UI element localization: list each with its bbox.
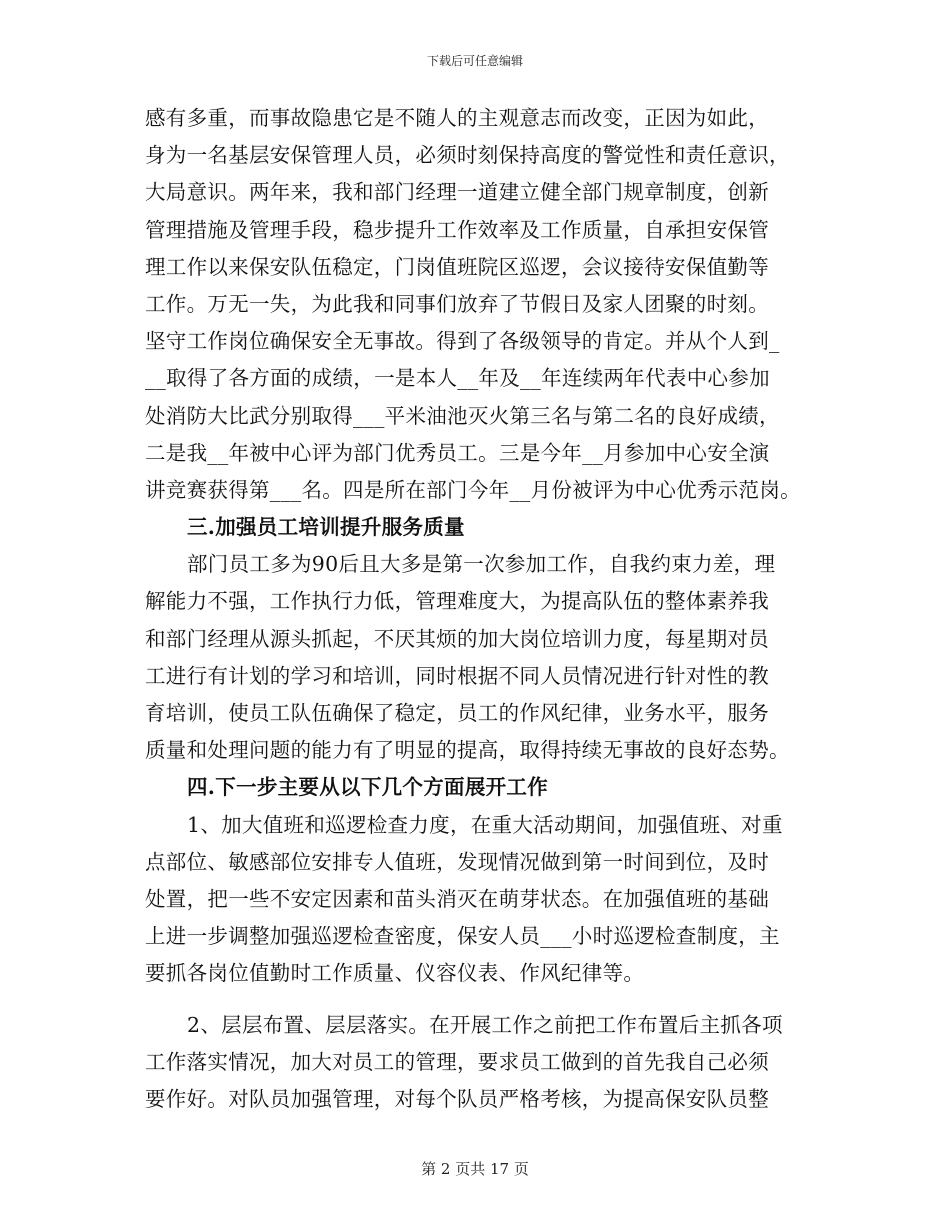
text-line: 工作落实情况，加大对员工的管理，要求员工做到的首先我自己必须 [145, 1049, 769, 1074]
text-line: 工进行有计划的学习和培训，同时根据不同人员情况进行针对性的教 [145, 663, 769, 688]
text-line: 坚守工作岗位确保安全无事故。得到了各级领导的肯定。并从个人到_ [145, 329, 780, 354]
text-line: __取得了各方面的成绩，一是本人__年及__年连续两年代表中心参加 [145, 366, 770, 391]
text-line: 上进一步调整加强巡逻检查密度，保安人员___小时巡逻检查制度，主 [145, 924, 780, 949]
text-line: 质量和处理问题的能力有了明显的提高，取得持续无事故的良好态势。 [145, 738, 790, 763]
page-header: 下载后可任意编辑 [426, 54, 523, 68]
page-footer: 第 2 页共 17 页 [421, 1160, 529, 1178]
text-line: 理工作以来保安队伍稳定，门岗值班院区巡逻，会议接待安保值勤等 [145, 254, 769, 279]
text-line: 2、层层布置、层层落实。在开展工作之前把工作布置后主抓各项 [187, 1012, 783, 1037]
text-line: 要抓各岗位值勤时工作质量、仪容仪表、作风纪律等。 [145, 961, 645, 986]
text-line: 和部门经理从源头抓起，不厌其烦的加大岗位培训力度，每星期对员 [145, 626, 769, 651]
text-line: 身为一名基层安保管理人员，必须时刻保持高度的警觉性和责任意识， [145, 143, 790, 168]
text-line: 处置，把一些不安定因素和苗头消灭在萌芽状态。在加强值班的基础 [145, 886, 769, 911]
section-heading: 三.加强员工培训提升服务质量 [187, 515, 465, 540]
section-heading: 四.下一步主要从以下几个方面展开工作 [187, 775, 549, 800]
text-line: 处消防大比武分别取得___平米油池灭火第三名与第二名的良好成绩， [145, 403, 780, 428]
text-line: 大局意识。两年来，我和部门经理一道建立健全部门规章制度，创新 [145, 180, 769, 205]
text-line: 要作好。对队员加强管理，对每个队员严格考核，为提高保安队员整 [145, 1086, 769, 1111]
text-line: 点部位、敏感部位安排专人值班，发现情况做到第一时间到位，及时 [145, 849, 769, 874]
text-line: 管理措施及管理手段，稳步提升工作效率及工作质量，自承担安保管 [145, 217, 769, 242]
text-line: 讲竞赛获得第___名。四是所在部门今年__月份被评为中心优秀示范岗。 [145, 477, 801, 502]
text-line: 工作。万无一失，为此我和同事们放弃了节假日及家人团聚的时刻。 [145, 291, 769, 316]
text-line: 二是我__年被中心评为部门优秀员工。三是今年__月参加中心安全演 [145, 440, 770, 465]
text-line: 部门员工多为90后且大多是第一次参加工作，自我约束力差，理 [187, 552, 776, 577]
text-line: 1、加大值班和巡逻检查力度，在重大活动期间，加强值班、对重 [187, 812, 783, 837]
text-line: 解能力不强，工作执行力低，管理难度大，为提高队伍的整体素养我 [145, 589, 769, 614]
document-body [145, 100, 810, 1118]
text-line: 育培训，使员工队伍确保了稳定，员工的作风纪律，业务水平，服务 [145, 701, 769, 725]
text-line: 感有多重，而事故隐患它是不随人的主观意志而改变，正因为如此， [145, 106, 769, 130]
paragraph-gap [145, 993, 810, 1007]
